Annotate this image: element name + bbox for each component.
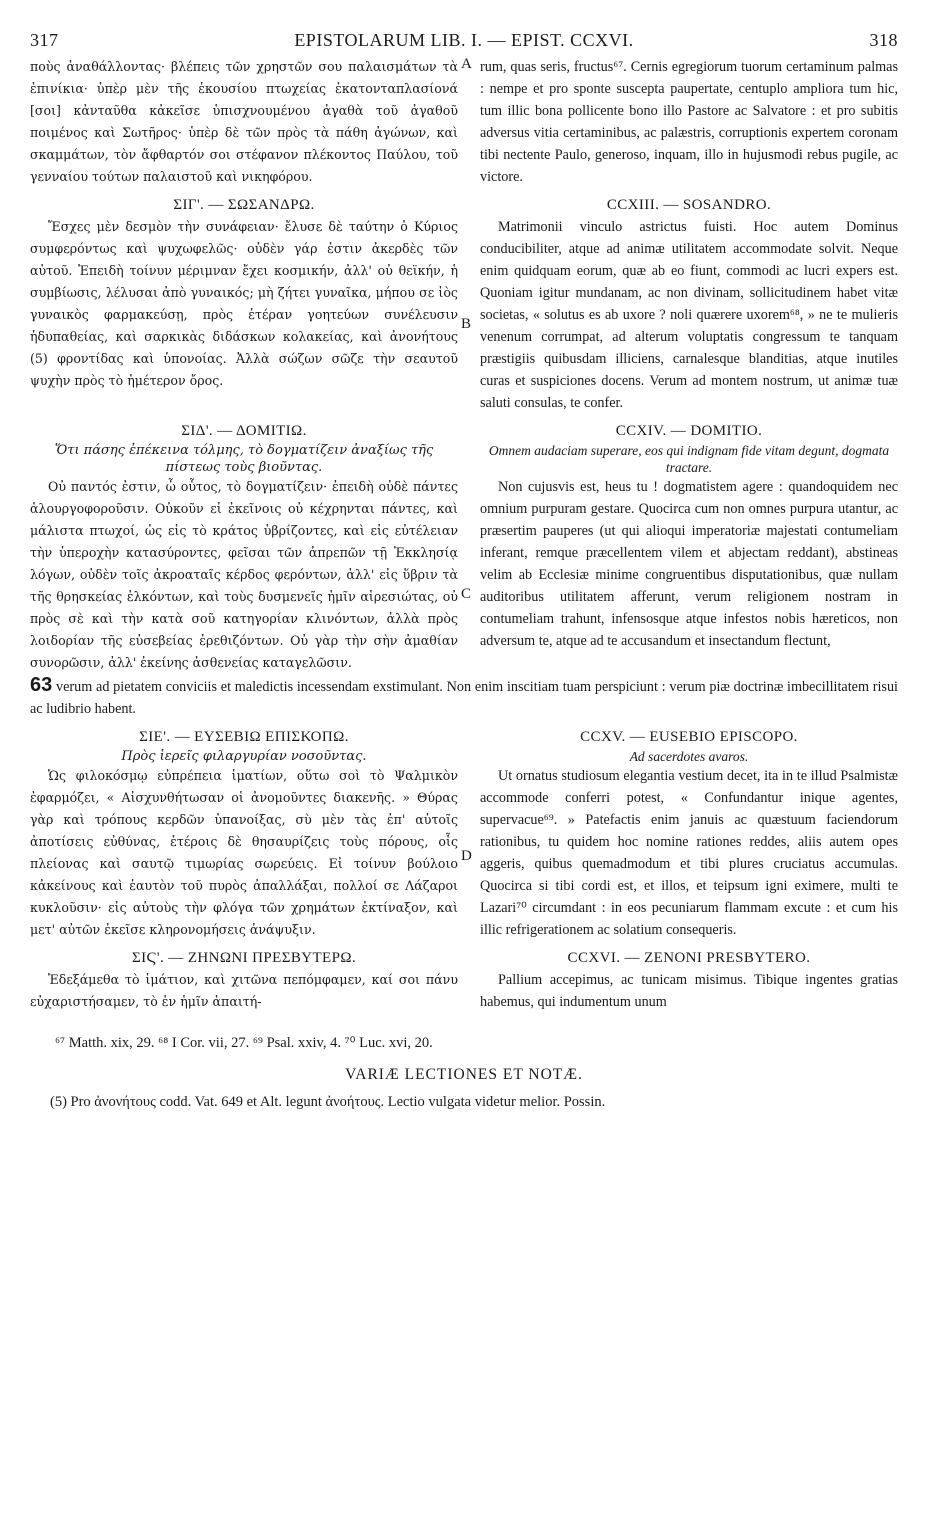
footnotes: ⁶⁷ Matth. xix, 29. ⁶⁸ I Cor. vii, 27. ⁶⁹ Psal. xxiv, 4. ⁷⁰ Luc. xvi, 20.	[55, 1035, 433, 1051]
margin-marker: D	[461, 848, 472, 864]
letter-heading-greek: ΣΙΔ'. — ΔΟΜΙΤΙΩ.	[181, 423, 307, 439]
latin-paragraph: rum, quas seris, fructus⁶⁷. Cernis egregiorum tuorum certaminum palmas : nempe et pro sponte susceptа paupertate, centuplo ampliora tum hic, tum illic bona pollicente bono illo Pastore ac Salvatore : et pro subitis adversus vitia certaminibus, ac palæstris, corruptionis expertem coronam tibi nectente Paulo, generoso, inquam, illo in hujusmodi rebus pugile, ac victore.	[480, 59, 898, 185]
letter-heading-latin: CCXVI. — ZENONI PRESBYTERO.	[567, 950, 811, 966]
variae-lectiones-heading: VARIÆ LECTIONES ET NOTÆ.	[345, 1066, 583, 1083]
letter-heading-greek: ΣΙΓ'. — ΣΩΣΑΝΔΡΩ.	[173, 197, 315, 213]
latin-paragraph: Ut ornatus studiosum elegantia vestium decet, ita in te illud Psalmistæ accommode conferri potest, « Confundantur inique agentes, supervacue⁶⁹. » Patefactis enim januis ac quæstuum faciendorum rationibus, tu quidem hoc nomine rationes reddes, aliis autem opes aggeris, quibus quemadmodum et tibi plures cruciatus accumulas. Quocirca si tibi cordi est, et illos, et teipsum igni eximere, multi te Lazari⁷⁰ circumdant : in eos pecuniarum flammam excute : et cum his illic refrigerationem ac solatium consequeris.	[480, 768, 898, 938]
latin-paragraph: Matrimonii vinculo astrictus fuisti. Hoc autem Dominus conducibiliter, atque ad animæ utilitatem accommodate solvit. Neque enim quidquam eorum, quæ ab eo fiunt, commodi ac lucri expers est. Quoniam igitur mundanam, ac non divinam, sollicitudinem habet vitæ societas, « solutus es ab uxore ? noli quærere uxorem⁶⁸, » ne te mulieris venenum corrumpat, ad alterum voluptatis congressum te tanquam præstigiis quibusdam illiciens, carnalesque blanditias, atque inutiles curas et suspiciones docens. Verum ad montem nostrum, ut animæ tuæ saluti consulas, te confer.	[480, 219, 898, 411]
margin-marker: C	[461, 586, 472, 602]
greek-paragraph: Ἔσχες μὲν δεσμὸν τὴν συνάφειαν· ἔλυσε δὲ ταύτην ὁ Κύριος συμφερόντως καὶ ψυχωφελῶς· οὐδὲν γάρ ἐστιν ἀκερδὲς τῶν αὐτοῦ. Ἐπειδὴ τοίνυν μέριμναν ἔχει κοσμικήν, ἀλλ' οὐ θεϊκήν, ἡ συμβίωσις, λέλυσαι ἀπὸ γυναικός; μὴ ζήτει γυναῖκα, μήπου σε ἰὸς γυναικὸς φαρμακεύσῃ, πρὸς ἑτέραν γοητεύων συνέλευσιν ἡδυπαθείας, καὶ σαρκικὰς διδάσκων κολακείας, καὶ ἀνονήτους (5) φροντίδας καὶ ὑπονοίας. Ἀλλὰ σώζων σῶζε τὴν σεαυτοῦ ψυχὴν πρὸς τὸ ἡμέτερον ὄρος.	[30, 219, 458, 388]
greek-paragraph: Ὡς φιλοκόσμῳ εὐπρέπεια ἱματίων, οὕτω σοὶ τὸ Ψαλμικὸν ἐφαρμόζει, « Αἰσχυνθήτωσαν οἱ ἀνομοῦντες διακενῆς. » Θύρας γὰρ καὶ τρόπους κερδῶν ὑπανοίξας, σὺ μὲν τὰς ἐπ' αὐτοῖς ἀποτίσεις εὐθύνας, ἑτέροις δὲ θησαυρίζεις τοὺς πόρους, οἷς πλείονας καὶ σαυτῷ τιμωρίας σωρεύεις. Εἰ τοίνυν βούλοιο κἀκείνους καὶ ἑαυτὸν τοῦ πυρὸς ἀπαλλάξαι, πολλοί σε Λάζαροι κυκλοῦσιν· εἰς αὐτοὺς τὴν φλόγα τῶν χρημάτων ἐκτίναξον, καὶ μετ' αὐτῶν ἐκεῖσε κληρονομήσεις ἀνάψυξιν.	[30, 768, 458, 937]
letter-heading-latin: CCXIII. — SOSANDRO.	[606, 197, 772, 213]
greek-column	[30, 720, 458, 941]
latin-column	[480, 188, 898, 414]
page-number-left: 317	[30, 30, 59, 50]
textual-note: (5) Pro ἀνονήτους codd. Vat. 649 et Alt. legunt ἀνοήτους. Lectio vulgata videtur melior. Possin.	[50, 1094, 606, 1110]
letter-subheading-greek: Πρὸς ἱερεῖς φιλαργυρίαν νοσοῦντας.	[121, 749, 367, 764]
column-number: 63	[30, 674, 53, 696]
letter-216	[30, 941, 898, 1013]
greek-paragraph: Ἐδεξάμεθα τὸ ἱμάτιον, καὶ χιτῶνα πεπόμφαμεν, καί σοι πάνυ εὐχαριστήσαμεν, τὸ ἐν ἡμῖν ἀπαιτή-	[30, 972, 458, 1009]
latin-paragraph: Pallium accepimus, ac tunicam misimus. Tibique ingentes gratias habemus, qui indumentum unum	[480, 972, 898, 1010]
latin-paragraph: Non cujusvis est, heus tu ! dogmatistem agere : quandoquidem nec omnium purpuram gestare. Quocirca cum non omnes purpura utantur, ac præsertim pauperes (ut qui alioqui imperatoriæ majestati contumeliam inferant, remque præcellentem vilem et abjectam reddant), abstineas velim ab Ecclesiæ minime congruentibus disputationibus, quæ nullam auditoribus utilitatem afferunt, verum religionem nostram in contumeliam trahunt, infensosque atque infestos nobis hæreticos, non adversum te, atque ad te accusandum et insectandum flectunt,	[480, 479, 898, 649]
letter-subheading-latin: Ad sacerdotes avaros.	[629, 749, 749, 764]
latin-column	[480, 56, 898, 188]
greek-column	[30, 56, 458, 188]
greek-paragraph: Οὐ παντός ἐστιν, ὦ οὗτος, τὸ δογματίζειν· ἐπειδὴ οὐδὲ πάντες ἁλουργοφοροῦσιν. Οὐκοῦν εἰ ἐκεῖνοις οὐ κέχρηνται πάντες, καὶ μάλιστα πτωχοί, ὡς εἰς τὸ κράτος ὑβρίζοντες, καὶ εἰς εὐτέλειαν τὴν ὑπεροχὴν κατασύροντες, φεῖσαι τῶν ἀπρεπῶν τῇ Ἐκκλησίᾳ λόγων, οὐδὲν τοῖς ἀκροαταῖς κέρδος φερόντων, ἀλλ' εἰς ὕβριν τὰ τῆς θρησκείας ἑλκόντων, καὶ τοὺς δυσμενεῖς ἡμῖν αἱρεσιώτας, οὐ πρὸς σὲ καὶ τὴν κατὰ σοῦ κατηγορίαν κλινόντων, ἀλλὰ πρὸς λοιδορίαν τῆς εὐσεβείας ἐρεθιζόντων. Οὐ γὰρ τὴν σὴν ἀμαθίαν συνορῶσιν, ἀλλ' ἐκείνης ἀσθενείας καταγελῶσιν.	[30, 479, 458, 670]
letter-heading-greek: ΣΙΕ'. — ΕΥΣΕΒΙΩ ΕΠΙΣΚΟΠΩ.	[139, 729, 349, 745]
margin-marker: B	[461, 316, 472, 332]
margin-marker: A	[461, 56, 472, 72]
letter-subheading-greek: Ὅτι πάσης ἐπέκεινα τόλμης, τὸ δογματίζειν ἀναξίως τῆς πίστεως τοὺς βιοῦντας.	[54, 443, 434, 475]
letter-subheading-latin: Omnem audaciam superare, eos qui indignam fide vitam degunt, dogmata tractare.	[488, 443, 890, 475]
latin-column	[480, 414, 898, 674]
letter-heading-latin: CCXV. — EUSEBIO EPISCOPO.	[580, 729, 798, 745]
running-title: EPISTOLARUM LIB. I. — EPIST. CCXVI.	[294, 30, 634, 50]
latin-column	[480, 941, 898, 1013]
page-number-right: 318	[869, 30, 898, 50]
letter-215	[30, 720, 898, 941]
latin-continuation	[30, 674, 898, 720]
greek-paragraph: ποὺς ἀναθάλλοντας· βλέπεις τῶν χρηστῶν σου παλαισμάτων τὰ ἐπινίκια· ὑπὲρ μὲν τῆς ἑκουσίου πτωχείας ἑκατονταπλασίονά [σοι] κἀνταῦθα κἀκεῖσε ὑπισχνουμένου ἀγαθὰ τοῦ ἀγαθοῦ ποιμένος καὶ Σωτῆρος· ὑπὲρ δὲ τῶν πρὸς τὰ πάθη ἀγώνων, καὶ σκαμμάτων, τὸν ἄφθαρτόν σοι στέφανον πλέκοντος Παύλου, τοῦ γενναίου τούτων παλαιστοῦ καὶ νικηφόρου.	[30, 59, 458, 184]
intro-row	[30, 56, 898, 188]
greek-column	[30, 188, 458, 414]
letter-heading-latin: CCXIV. — DOMITIO.	[615, 423, 763, 439]
letter-heading-greek: ΣΙϚ'. — ΖΗΝΩΝΙ ΠΡΕΣΒΥΤΕΡΩ.	[131, 950, 357, 966]
greek-column	[30, 414, 458, 674]
running-head	[30, 30, 898, 56]
latin-column	[480, 720, 898, 941]
page	[30, 30, 898, 1111]
letter-214	[30, 414, 898, 674]
greek-column	[30, 941, 458, 1013]
letter-213	[30, 188, 898, 414]
continuation-text: verum ad pietatem conviciis et maledictis incessendam exstimulant. Non enim inscitiam tuam perspiciunt : verum piæ doctrinæ imbecillitatem risui ac ludibrio habent.	[30, 679, 898, 717]
